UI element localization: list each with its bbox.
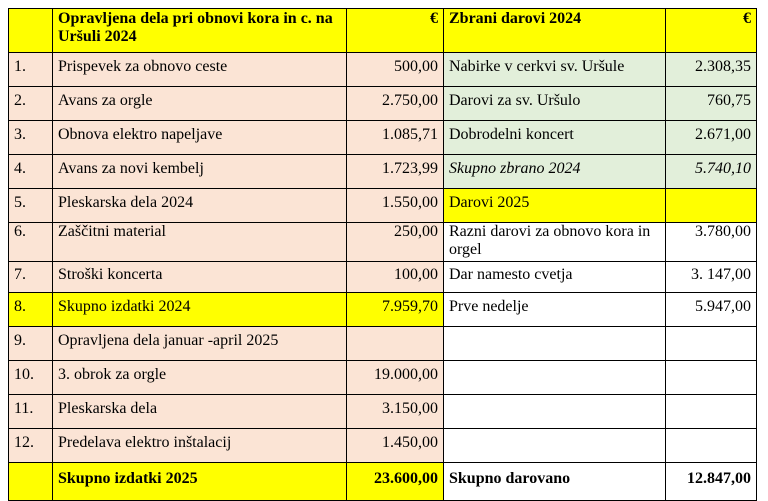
expense-amount: 2.750,00 (347, 87, 444, 121)
expense-description: Pleskarska dela 2024 (53, 189, 347, 223)
expenses-currency: € (347, 9, 444, 53)
donation-description (444, 361, 666, 395)
table-row (9, 361, 757, 395)
expense-amount: 19.000,00 (347, 361, 444, 395)
row-number: 1. (9, 53, 53, 87)
donations-subtotal-2024-amount: 5.740,10 (666, 155, 757, 189)
donation-description: Dobrodelni koncert (444, 121, 666, 155)
table-row (9, 53, 757, 87)
row-number: 2. (9, 87, 53, 121)
donation-amount: 2.308,35 (666, 53, 757, 87)
expense-description: Predelava elektro inštalacij (53, 429, 347, 463)
table-row (9, 293, 757, 327)
row-number: 4. (9, 155, 53, 189)
donation-amount (666, 361, 757, 395)
donations-title: Zbrani darovi 2024 (444, 9, 666, 53)
donations-2025-heading: Darovi 2025 (444, 189, 666, 223)
donations-total-amount: 12.847,00 (666, 463, 757, 501)
donation-amount (666, 189, 757, 223)
donation-amount: 760,75 (666, 87, 757, 121)
donations-subtotal-2024: Skupno zbrano 2024 (444, 155, 666, 189)
donation-description: Nabirke v cerkvi sv. Uršule (444, 53, 666, 87)
row-number: 12. (9, 429, 53, 463)
donation-amount (666, 395, 757, 429)
row-number: 8. (9, 293, 53, 327)
donation-amount (666, 327, 757, 361)
donation-description (444, 395, 666, 429)
expense-amount: 250,00 (347, 223, 444, 262)
row-number: 6. (9, 223, 53, 262)
donations-total-label: Skupno darovano (444, 463, 666, 501)
expense-amount: 1.450,00 (347, 429, 444, 463)
donation-amount: 5.947,00 (666, 293, 757, 327)
expenses-total-label: Skupno izdatki 2025 (53, 463, 347, 501)
expense-description: Avans za orgle (53, 87, 347, 121)
donations-currency: € (666, 9, 757, 53)
expense-description: Obnova elektro napeljave (53, 121, 347, 155)
table-row (9, 223, 757, 262)
table-row (9, 155, 757, 189)
table-row (9, 87, 757, 121)
donation-description: Prve nedelje (444, 293, 666, 327)
donation-description: Dar namesto cvetja (444, 262, 666, 293)
expense-amount: 3.150,00 (347, 395, 444, 429)
finance-table (8, 8, 757, 501)
expense-amount (347, 327, 444, 361)
donation-description: Razni darovi za obnovo kora in orgel (444, 223, 666, 262)
donation-amount: 3. 147,00 (666, 262, 757, 293)
row-number: 3. (9, 121, 53, 155)
expense-description: Avans za novi kembelj (53, 155, 347, 189)
donation-amount (666, 429, 757, 463)
row-number: 5. (9, 189, 53, 223)
table-row (9, 262, 757, 293)
row-number: 11. (9, 395, 53, 429)
table-row (9, 429, 757, 463)
row-number: 10. (9, 361, 53, 395)
table-row (9, 327, 757, 361)
table-header-row (9, 9, 757, 53)
expense-amount: 1.723,99 (347, 155, 444, 189)
donation-description (444, 327, 666, 361)
expense-amount: 1.550,00 (347, 189, 444, 223)
expense-description: Stroški koncerta (53, 262, 347, 293)
expense-amount: 100,00 (347, 262, 444, 293)
table-row (9, 395, 757, 429)
expenses-title: Opravljena dela pri obnovi kora in c. na Uršuli 2024 (53, 9, 347, 53)
header-num-cell (9, 9, 53, 53)
expense-description: Pleskarska dela (53, 395, 347, 429)
row-number: 9. (9, 327, 53, 361)
expense-description: Zaščitni material (53, 223, 347, 262)
expense-description: 3. obrok za orgle (53, 361, 347, 395)
donation-amount: 2.671,00 (666, 121, 757, 155)
expenses-total-amount: 23.600,00 (347, 463, 444, 501)
donation-description (444, 429, 666, 463)
expense-amount: 1.085,71 (347, 121, 444, 155)
row-number: 7. (9, 262, 53, 293)
expense-amount: 500,00 (347, 53, 444, 87)
expenses-subtotal-2024-amount: 7.959,70 (347, 293, 444, 327)
expense-description: Opravljena dela januar -april 2025 (53, 327, 347, 361)
donation-description: Darovi za sv. Uršulo (444, 87, 666, 121)
table-row (9, 121, 757, 155)
expense-description: Prispevek za obnovo ceste (53, 53, 347, 87)
expenses-subtotal-2024: Skupno izdatki 2024 (53, 293, 347, 327)
table-row (9, 189, 757, 223)
donation-amount: 3.780,00 (666, 223, 757, 262)
